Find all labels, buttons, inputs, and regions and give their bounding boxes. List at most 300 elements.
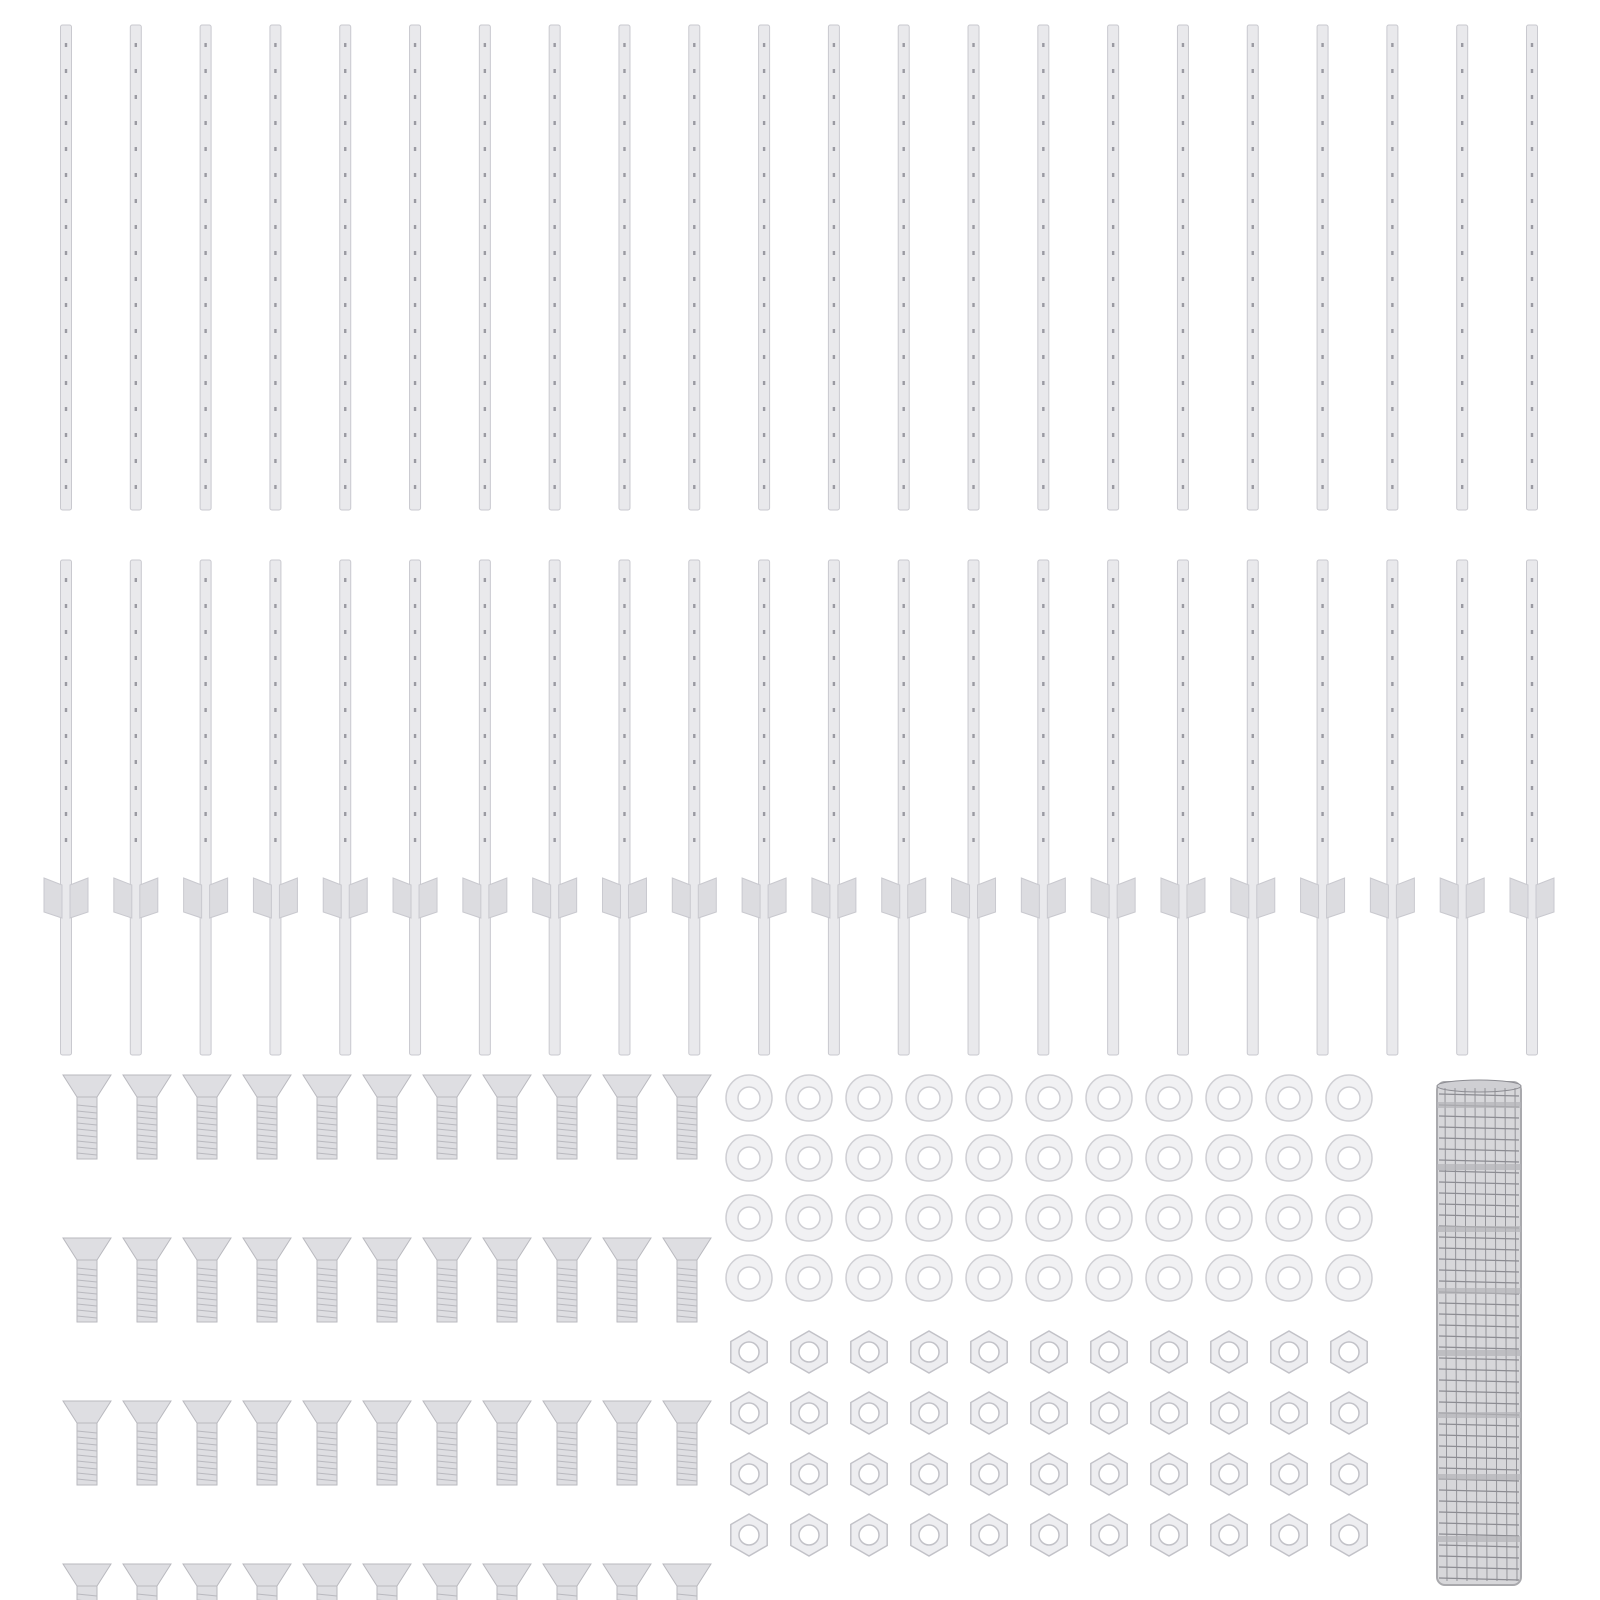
post-hole [623,708,625,712]
post-hole [693,656,695,660]
post-hole [833,760,835,764]
post-hole [1391,381,1393,385]
post-hole [623,381,625,385]
post-hole [903,303,905,307]
post-hole [623,277,625,281]
post-hole [1112,838,1114,842]
post-hole [972,95,974,99]
anchor-plate-right [1327,878,1345,918]
post-hole [135,277,137,281]
post-hole [484,760,486,764]
post-hole [65,708,67,712]
post-hole [204,604,206,608]
post-hole [414,303,416,307]
post-hole [903,459,905,463]
post-hole [693,277,695,281]
post-hole [65,604,67,608]
post-body [1387,560,1398,1055]
post-hole [903,251,905,255]
anchor-plate-right [838,878,856,918]
anchor-plate-right [1396,878,1414,918]
post-hole [1391,355,1393,359]
post-hole [1461,760,1463,764]
nut-hole [859,1525,879,1545]
bolt-shank [257,1586,277,1600]
post-hole [414,459,416,463]
post-hole [903,69,905,73]
bolt-shank [77,1586,97,1600]
washer-hole [1098,1147,1120,1169]
post-hole [623,95,625,99]
post-hole [1112,121,1114,125]
bolt-shank [497,1586,517,1600]
washer [1206,1135,1252,1181]
washer-hole [798,1087,820,1109]
washer-hole [1338,1087,1360,1109]
post-hole [693,630,695,634]
post-hole [623,734,625,738]
post-hole [344,147,346,151]
post-hole [972,485,974,489]
post-hole [204,485,206,489]
fence-post [968,25,979,510]
post-hole [693,303,695,307]
post-hole [135,95,137,99]
post-hole [623,407,625,411]
post-hole [1112,355,1114,359]
washer-hole [1038,1147,1060,1169]
washer [966,1075,1012,1121]
post-hole [135,578,137,582]
post-hole [833,708,835,712]
post-hole [65,199,67,203]
fence-post [270,25,281,510]
post-hole [414,69,416,73]
post-hole [204,459,206,463]
post-hole [204,43,206,47]
post-hole [553,682,555,686]
post-hole [344,656,346,660]
post-hole [1042,812,1044,816]
post-hole [484,459,486,463]
post-hole [763,786,765,790]
anchor-plate-right [140,878,158,918]
post-body [828,560,839,1055]
post-hole [1391,485,1393,489]
post-hole [1391,329,1393,333]
post-hole [1321,786,1323,790]
post-hole [903,838,905,842]
anchor-plate-left [1301,878,1319,918]
post-hole [763,381,765,385]
post-hole [135,147,137,151]
post-hole [65,121,67,125]
washer-hole [1338,1207,1360,1229]
nut-hole [1219,1525,1239,1545]
washer [1146,1255,1192,1301]
post-hole [414,734,416,738]
washer-hole [978,1267,1000,1289]
post-hole [1252,277,1254,281]
post-hole [135,121,137,125]
mesh-knot-band [1437,1164,1521,1170]
post-hole [763,656,765,660]
anchor-plate-left [1440,878,1458,918]
anchor-plate-left [1091,878,1109,918]
post-hole [204,760,206,764]
post-hole [1182,708,1184,712]
fence-post [759,25,770,510]
post-hole [972,604,974,608]
washer-hole [1278,1207,1300,1229]
post-hole [274,69,276,73]
post-hole [553,355,555,359]
post-hole [1182,682,1184,686]
post-hole [1321,630,1323,634]
post-hole [1391,251,1393,255]
post-hole [763,485,765,489]
anchor-plate-left [184,878,202,918]
post-hole [414,812,416,816]
post-hole [833,251,835,255]
post-hole [484,433,486,437]
post-hole [1461,225,1463,229]
post-hole [1252,251,1254,255]
post-hole [1391,604,1393,608]
nut-hole [1339,1525,1359,1545]
post-hole [1391,656,1393,660]
fence-post [828,25,839,510]
post-hole [204,381,206,385]
post-hole [833,630,835,634]
post-hole [344,433,346,437]
roll-body [1437,1082,1521,1585]
post-body [1457,560,1468,1055]
washer [1266,1255,1312,1301]
post-hole [1531,485,1533,489]
post-hole [1321,682,1323,686]
post-hole [414,407,416,411]
post-hole [274,251,276,255]
post-hole [623,485,625,489]
post-hole [1182,43,1184,47]
post-hole [1182,838,1184,842]
post-hole [972,630,974,634]
post-hole [1182,69,1184,73]
anchor-plate-right [768,878,786,918]
anchor-plate-left [952,878,970,918]
post-hole [833,786,835,790]
nut-hole [1279,1342,1299,1362]
post-hole [1321,381,1323,385]
washer [1266,1195,1312,1241]
post-hole [972,407,974,411]
post-hole [763,95,765,99]
post-hole [1391,225,1393,229]
post-hole [1531,708,1533,712]
post-hole [693,734,695,738]
post-hole [763,734,765,738]
post-hole [1321,812,1323,816]
post-hole [553,485,555,489]
anchor-plate-left [602,878,620,918]
post-hole [1391,578,1393,582]
post-hole [1461,199,1463,203]
post-hole [623,173,625,177]
post-hole [693,459,695,463]
post-hole [693,604,695,608]
post-hole [1531,630,1533,634]
washer [786,1075,832,1121]
post-hole [693,95,695,99]
post-hole [553,95,555,99]
nut-hole [859,1464,879,1484]
washer-hole [858,1147,880,1169]
post-hole [1112,656,1114,660]
washer [846,1135,892,1181]
post-hole [903,199,905,203]
post-hole [414,838,416,842]
post-hole [1321,838,1323,842]
post-hole [1042,459,1044,463]
post-hole [1391,43,1393,47]
post-hole [693,433,695,437]
post-hole [344,786,346,790]
washer [1326,1075,1372,1121]
post-hole [274,95,276,99]
washer [1086,1195,1132,1241]
post-hole [1042,578,1044,582]
post-hole [204,277,206,281]
post-hole [1252,381,1254,385]
nut-hole [739,1525,759,1545]
post-hole [693,43,695,47]
post-hole [204,734,206,738]
washer-hole [1158,1147,1180,1169]
nut-hole [919,1464,939,1484]
post-hole [972,43,974,47]
post-hole [553,121,555,125]
post-hole [763,578,765,582]
post-hole [274,708,276,712]
washer-hole [1038,1267,1060,1289]
post-hole [344,838,346,842]
post-hole [1252,95,1254,99]
post-hole [1182,329,1184,333]
post-hole [344,407,346,411]
post-hole [1321,656,1323,660]
post-hole [903,656,905,660]
post-hole [274,786,276,790]
post-hole [204,121,206,125]
post-hole [1531,838,1533,842]
washer-hole [738,1147,760,1169]
post-hole [1461,355,1463,359]
post-hole [1321,459,1323,463]
post-hole [1321,407,1323,411]
post-hole [135,173,137,177]
post-hole [553,786,555,790]
post-hole [903,708,905,712]
post-hole [204,303,206,307]
post-hole [903,682,905,686]
post-hole [484,199,486,203]
post-hole [1042,225,1044,229]
washer-hole [1158,1267,1180,1289]
nut-hole [1219,1342,1239,1362]
washer [1026,1135,1072,1181]
post-hole [623,199,625,203]
post-hole [484,147,486,151]
post-hole [484,95,486,99]
washer-hole [1098,1207,1120,1229]
post-hole [903,433,905,437]
washer [846,1195,892,1241]
washer [726,1255,772,1301]
post-hole [903,95,905,99]
anchor-plate-left [1510,878,1528,918]
nut-hole [739,1342,759,1362]
post-hole [1461,69,1463,73]
post-hole [1252,760,1254,764]
post-hole [484,812,486,816]
post-hole [65,656,67,660]
post-hole [1182,578,1184,582]
anchor-plate-right [1536,878,1554,918]
anchor-plate-left [323,878,341,918]
post-hole [484,838,486,842]
post-hole [65,485,67,489]
washer [1326,1255,1372,1301]
post-hole [135,303,137,307]
post-hole [1252,682,1254,686]
post-hole [1531,199,1533,203]
post-hole [1042,656,1044,660]
post-hole [1321,485,1323,489]
post-hole [833,734,835,738]
post-hole [135,838,137,842]
washer [1206,1255,1252,1301]
post-hole [623,630,625,634]
washer-hole [918,1087,940,1109]
nut-hole [1099,1464,1119,1484]
washer-hole [1218,1147,1240,1169]
washer-hole [978,1087,1000,1109]
post-hole [1042,630,1044,634]
post-hole [484,407,486,411]
post-hole [414,485,416,489]
post-hole [204,173,206,177]
post-hole [135,734,137,738]
post-hole [1321,355,1323,359]
post-hole [65,786,67,790]
post-hole [204,199,206,203]
nut-hole [1219,1464,1239,1484]
post-hole [1321,433,1323,437]
post-hole [1531,303,1533,307]
washer [1326,1195,1372,1241]
anchor-plate-left [1231,878,1249,918]
post-hole [972,734,974,738]
post-hole [693,407,695,411]
post-hole [833,225,835,229]
post-hole [763,604,765,608]
post-hole [903,812,905,816]
nut-hole [1279,1464,1299,1484]
post-hole [833,303,835,307]
post-hole [1252,121,1254,125]
washer [1326,1135,1372,1181]
post-hole [1182,485,1184,489]
post-hole [274,656,276,660]
post-hole [833,355,835,359]
post-hole [693,147,695,151]
nut-hole [1039,1464,1059,1484]
post-hole [972,251,974,255]
washer-hole [858,1087,880,1109]
nut-hole [1159,1464,1179,1484]
post-hole [763,199,765,203]
post-hole [1112,812,1114,816]
post-hole [135,630,137,634]
post-hole [1321,578,1323,582]
post-hole [1391,708,1393,712]
post-hole [1531,578,1533,582]
post-hole [1112,578,1114,582]
post-hole [1182,147,1184,151]
post-hole [65,173,67,177]
anchor-plate-left [672,878,690,918]
post-hole [414,786,416,790]
mesh-knot-band [1437,1350,1521,1356]
post-hole [763,407,765,411]
anchor-plate-right [1187,878,1205,918]
nut-hole [979,1342,999,1362]
post-hole [553,381,555,385]
post-hole [623,121,625,125]
post-hole [1182,433,1184,437]
post-hole [833,95,835,99]
post-hole [344,682,346,686]
post-hole [553,760,555,764]
post-hole [1182,459,1184,463]
fence-post [1387,25,1398,510]
post-hole [1391,433,1393,437]
washer [906,1195,952,1241]
post-hole [414,433,416,437]
post-hole [414,121,416,125]
post-hole [344,303,346,307]
post-hole [903,147,905,151]
anchor-plate-right [279,878,297,918]
post-hole [1531,147,1533,151]
washer [1266,1075,1312,1121]
post-hole [65,812,67,816]
washer-hole [798,1267,820,1289]
post-hole [553,708,555,712]
post-hole [344,604,346,608]
post-hole [623,43,625,47]
post-hole [972,303,974,307]
bolt-shank [377,1586,397,1600]
post-hole [553,433,555,437]
roll-top [1437,1080,1521,1092]
post-hole [903,173,905,177]
post-hole [1321,147,1323,151]
post-hole [1391,277,1393,281]
post-hole [972,121,974,125]
post-hole [344,734,346,738]
